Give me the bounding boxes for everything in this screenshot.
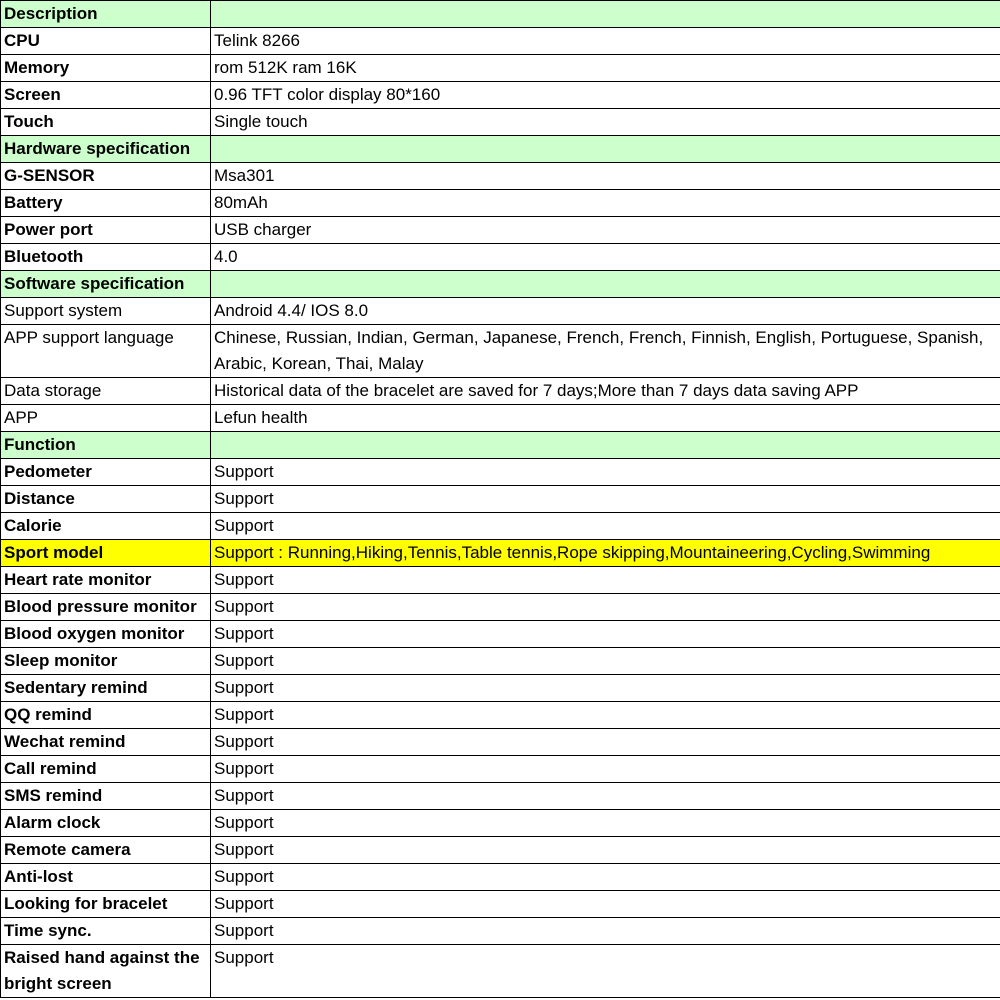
row-value: Support <box>211 783 1000 810</box>
row-value: Msa301 <box>211 163 1000 190</box>
row-label: Screen <box>1 82 211 109</box>
row-value: Support <box>211 513 1000 540</box>
row-value: Historical data of the bracelet are saved for 7 days;More than 7 days data saving APP <box>211 378 1000 405</box>
table-row <box>1 648 1000 675</box>
table-row <box>1 594 1000 621</box>
row-value: Telink 8266 <box>211 28 1000 55</box>
table-row <box>1 405 1000 432</box>
section-header-description <box>1 1 1000 28</box>
table-row <box>1 298 1000 325</box>
table-row <box>1 109 1000 136</box>
row-label: Bluetooth <box>1 244 211 271</box>
row-label: Looking for bracelet <box>1 891 211 918</box>
table-row <box>1 945 1000 998</box>
row-label: Sedentary remind <box>1 675 211 702</box>
row-label: Sleep monitor <box>1 648 211 675</box>
section-header-function <box>1 432 1000 459</box>
row-label: Battery <box>1 190 211 217</box>
row-label: Data storage <box>1 378 211 405</box>
table-row <box>1 325 1000 378</box>
row-value: 4.0 <box>211 244 1000 271</box>
row-value: Support <box>211 756 1000 783</box>
row-value: Support <box>211 729 1000 756</box>
row-value: Support <box>211 837 1000 864</box>
row-value: Support <box>211 621 1000 648</box>
row-label: Anti-lost <box>1 864 211 891</box>
row-label: SMS remind <box>1 783 211 810</box>
row-label: Pedometer <box>1 459 211 486</box>
row-label: Sport model <box>1 540 211 567</box>
table-row <box>1 810 1000 837</box>
table-row <box>1 163 1000 190</box>
row-value: Support <box>211 459 1000 486</box>
row-label: Touch <box>1 109 211 136</box>
row-label: Wechat remind <box>1 729 211 756</box>
row-label: Power port <box>1 217 211 244</box>
table-row <box>1 190 1000 217</box>
row-value: Support <box>211 675 1000 702</box>
section-header-software <box>1 271 1000 298</box>
row-value: Support <box>211 891 1000 918</box>
table-row <box>1 55 1000 82</box>
table-row <box>1 783 1000 810</box>
row-value: Chinese, Russian, Indian, German, Japanese, French, French, Finnish, English, Portuguese, Spanish, Arabic, Korean, Thai, Malay <box>211 325 1000 378</box>
row-value: USB charger <box>211 217 1000 244</box>
row-value: 80mAh <box>211 190 1000 217</box>
table-row <box>1 244 1000 271</box>
table-row <box>1 82 1000 109</box>
table-row <box>1 675 1000 702</box>
table-row <box>1 378 1000 405</box>
table-row <box>1 864 1000 891</box>
table-row <box>1 486 1000 513</box>
row-label: Distance <box>1 486 211 513</box>
row-value: 0.96 TFT color display 80*160 <box>211 82 1000 109</box>
table-row <box>1 513 1000 540</box>
spec-table-body <box>1 1 1000 998</box>
table-row <box>1 567 1000 594</box>
row-label: QQ remind <box>1 702 211 729</box>
section-title: Hardware specification <box>1 136 211 163</box>
section-title: Software specification <box>1 271 211 298</box>
row-label: Call remind <box>1 756 211 783</box>
table-row <box>1 621 1000 648</box>
section-header-hardware <box>1 136 1000 163</box>
row-value: Single touch <box>211 109 1000 136</box>
row-label: Calorie <box>1 513 211 540</box>
table-row <box>1 756 1000 783</box>
section-title: Function <box>1 432 211 459</box>
row-label: CPU <box>1 28 211 55</box>
section-title: Description <box>1 1 211 28</box>
row-value: Support <box>211 702 1000 729</box>
table-row <box>1 217 1000 244</box>
row-label: Alarm clock <box>1 810 211 837</box>
table-row <box>1 702 1000 729</box>
row-label: G-SENSOR <box>1 163 211 190</box>
row-value: Support <box>211 864 1000 891</box>
row-value: Support <box>211 594 1000 621</box>
row-label: APP <box>1 405 211 432</box>
table-row-highlighted <box>1 540 1000 567</box>
row-label: Time sync. <box>1 918 211 945</box>
row-value: Android 4.4/ IOS 8.0 <box>211 298 1000 325</box>
section-header-blank <box>211 136 1000 163</box>
row-label: Heart rate monitor <box>1 567 211 594</box>
section-header-blank <box>211 432 1000 459</box>
row-label: APP support language <box>1 325 211 378</box>
table-row <box>1 918 1000 945</box>
row-value: Lefun health <box>211 405 1000 432</box>
table-row <box>1 837 1000 864</box>
row-value: Support <box>211 945 1000 998</box>
section-header-blank <box>211 271 1000 298</box>
row-label: Blood pressure monitor <box>1 594 211 621</box>
row-value: Support <box>211 486 1000 513</box>
section-header-blank <box>211 1 1000 28</box>
row-value: Support <box>211 648 1000 675</box>
table-row <box>1 28 1000 55</box>
row-label: Remote camera <box>1 837 211 864</box>
row-label: Memory <box>1 55 211 82</box>
row-value: Support : Running,Hiking,Tennis,Table tennis,Rope skipping,Mountaineering,Cycling,Swimming <box>211 540 1000 567</box>
row-value: Support <box>211 567 1000 594</box>
row-label: Support system <box>1 298 211 325</box>
row-label: Blood oxygen monitor <box>1 621 211 648</box>
table-row <box>1 729 1000 756</box>
row-value: Support <box>211 810 1000 837</box>
row-value: rom 512K ram 16K <box>211 55 1000 82</box>
table-row <box>1 459 1000 486</box>
row-label: Raised hand against the bright screen <box>1 945 211 998</box>
table-row <box>1 891 1000 918</box>
row-value: Support <box>211 918 1000 945</box>
